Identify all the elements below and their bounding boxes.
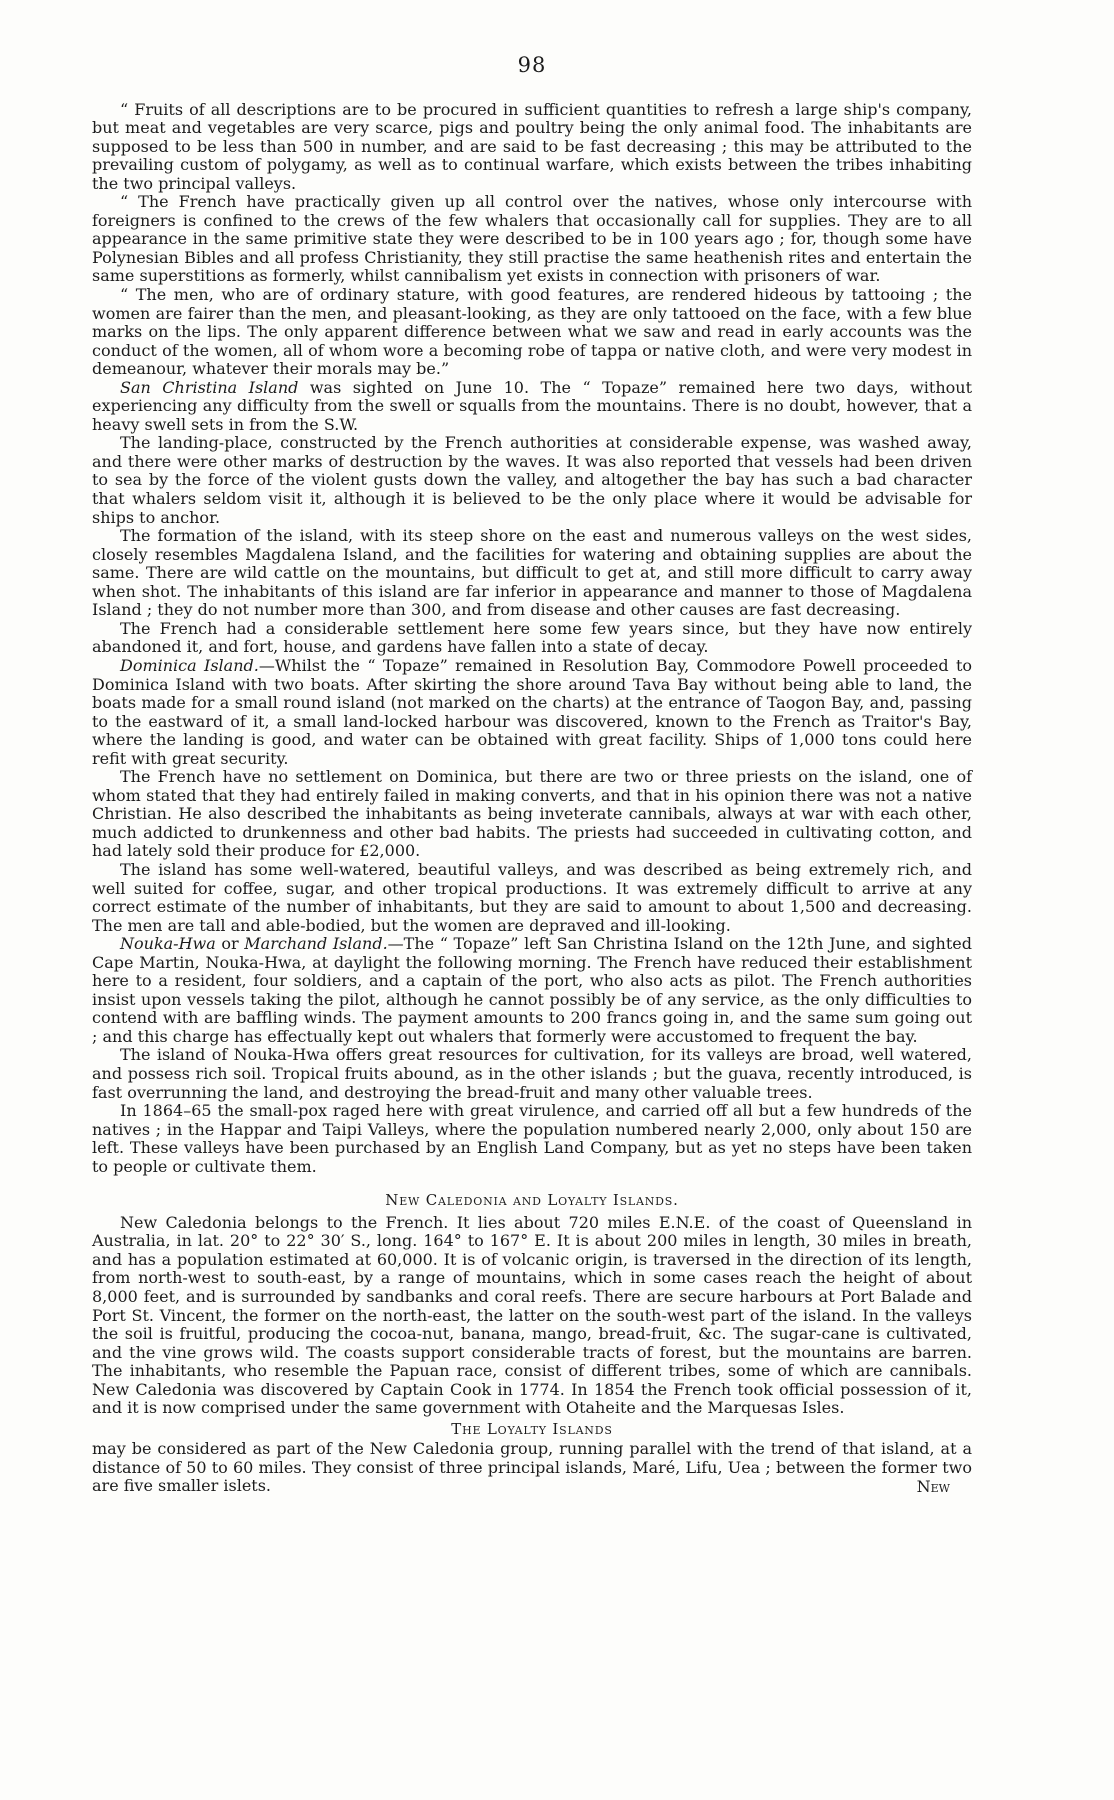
paragraph-new-caledonia: New Caledonia belongs to the French. It lies about 720 miles E.N.E. of the coast of Queensland in Australia, in lat. 20° to 22° 30′ S., long. 164° to 167° E. It is about 200 miles in length, 30 miles in breath, and has a population estimated at 60,000. It is of volcanic origin, is traversed in the direction of its length, from north-west to south-east, by a range of mountains, which in some cases reach the height of about 8,000 feet, and is surrounded by sandbanks and coral reefs. There are secure harbours at Port Balade and Port St. Vincent, the former on the north-east, the latter on the south-west part of the island. In the valleys the soil is fruitful, producing the cocoa-nut, banana, mango, bread-fruit, &c. The sugar-cane is cultivated, and the vine grows wild. The coasts support considerable tracts of forest, but the mountains are barren. The inhabitants, who resemble the Papuan race, consist of different tribes, some of which are cannibals. New Caledonia was discovered by Captain Cook in 1774. In 1854 the French took official possession of it, and it is now comprised under the same government with Otaheite and the Marquesas Isles. xyxy=(92,1212,972,1418)
san-christina-title: San Christina Island xyxy=(120,377,299,397)
paragraph: The island of Nouka-Hwa offers great resources for cultivation, for its valleys are broad, well watered, and possess rich soil. Tropical fruits abound, as in the other islands ; but the guava, recently introduced, is fast overrunning the land, and destroying the bread-fruit and many other valuable trees. xyxy=(92,1045,972,1102)
nouka-or: or xyxy=(215,934,245,954)
section-heading-new-caledonia: New Caledonia and Loyalty Islands. xyxy=(385,1191,679,1210)
paragraph: The formation of the island, with its steep shore on the east and numerous valleys on the west sides, closely resembles Magdalena Island, and the facilities for watering and obtaining supplies are about the same. There are wild cattle on the mountains, but difficult to get at, and still more difficult to carry away when shot. The inhabitants of this island are far inferior in appearance and manner to those of Magdalena Island ; they do not number more than 300, and from disease and other causes are fast decreasing. xyxy=(92,526,972,620)
paragraph: The island has some well-watered, beautiful valleys, and was described as being extremely rich, and well suited for coffee, sugar, and other tropical productions. It was extremely difficult to arrive at any correct estimate of the number of inhabitants, but they are said to amount to about 1,500 and decreasing. The men are tall and able-bodied, but the women are depraved and ill-looking. xyxy=(92,859,972,935)
page-number: 98 xyxy=(517,53,547,77)
dominica-title: Dominica Island. xyxy=(120,655,259,675)
catchword: New xyxy=(916,1476,950,1496)
dominica-text: —Whilst the “ Topaze” remained in Resolution Bay, Commodore Powell proceeded to Dominica Island with two boats. After skirting the shore around Tava Bay without being able to land, the boats made for a small round island (not marked on the charts) at the entrance of Taogon Bay, and, passing to the eastward of it, a small land-locked harbour was discovered, known to the French as Traitor's Bay, where the landing is good, and water can be obtained with great facility. Ships of 1,000 tons could here refit with great security. xyxy=(92,655,973,768)
paragraph-dominica xyxy=(92,657,972,768)
san-christina-text: was sighted on June 10. The “ Topaze” remained here two days, without experiencing any difficulty from the swell or squalls from the mountains. There is no doubt, however, that a heavy swell sets in from the S.W. xyxy=(92,377,973,434)
paragraph: In 1864–65 the small-pox raged here with great virulence, and carried off all but a few hundreds of the natives ; in the Happar and Taipi Valleys, where the population numbered nearly 2,000, only about 150 are left. These valleys have been purchased by an English Land Company, but as yet no steps have been taken to people or cultivate them. xyxy=(92,1101,972,1176)
paragraph: The landing-place, constructed by the French authorities at considerable expense, was washed away, and there were other marks of destruction by the waves. It was also reported that vessels had been driven to sea by the force of the violent gusts down the valley, and altogether the bay has such a bad character that whalers seldom visit it, although it is believed to be the only place where it would be advisable for ships to anchor. xyxy=(92,433,972,527)
paragraph: “ The French have practically given up all control over the natives, whose only intercourse with foreigners is confined to the crews of the few whalers that occasionally call for supplies. They are to all appearance in the same primitive state they were described to be in 100 years ago ; for, though some have Polynesian Bibles and all profess Christianity, they still practise the same heathenish rites and entertain the same superstitions as formerly, whilst cannibalism yet exists in connection with prisoners of war. xyxy=(92,192,972,286)
paragraph-san-christina xyxy=(92,379,972,435)
section-heading-loyalty-islands: The Loyalty Islands xyxy=(451,1419,613,1438)
nouka-text: —The “ Topaze” left San Christina Island on the 12th June, and sighted Cape Martin, Nouka-Hwa, at daylight the following morning. The French have reduced their establishment here to a resident, four soldiers, and a captain of the port, who also acts as pilot. The French authorities insist upon vessels taking the pilot, although he cannot possibly be of any service, as the only difficulties to contend with are baffling winds. The payment amounts to 200 francs going in, and the same sum going out ; and this charge has effectually kept out whalers that formerly were accustomed to frequent the bay. xyxy=(92,934,973,1046)
document-page xyxy=(92,53,973,1756)
paragraph: “ Fruits of all descriptions are to be procured in sufficient quantities to refresh a large ship's company, but meat and vegetables are very scarce, pigs and poultry being the only animal food. The inhabitants are supposed to be less than 500 in number, and are said to be fast decreasing ; this may be attributed to the prevailing custom of polygamy, as well as to continual warfare, which exists between the tribes inhabiting the two principal valleys. xyxy=(92,99,972,193)
nouka-title: Nouka-Hwa xyxy=(120,934,216,954)
marchand-title: Marchand Island. xyxy=(244,934,388,954)
paragraph-loyalty-islands: may be considered as part of the New Caledonia group, running parallel with the trend of that island, at a distance of 50 to 60 miles. They consist of three principal islands, Maré, Lifu, Uea ; between the former two are five smaller islets. xyxy=(92,1439,972,1496)
paragraph-nouka-hwa xyxy=(92,935,972,1046)
paragraph: “ The men, who are of ordinary stature, with good features, are rendered hideous by tattooing ; the women are fairer than the men, and pleasant-looking, as they are only tattooed on the face, with a few blue marks on the lips. The only apparent difference between what we saw and read in early accounts was the conduct of the women, all of whom wore a becoming robe of tappa or native cloth, and were very modest in demeanour, whatever their morals may be.” xyxy=(92,285,972,379)
paragraph: The French have no settlement on Dominica, but there are two or three priests on the island, one of whom stated that they had entirely failed in making converts, and that in his opinion there was not a native Christian. He also described the inhabitants as being inveterate cannibals, always at war with each other, much addicted to drunkenness and other bad habits. The priests had succeeded in cultivating cotton, and had lately sold their produce for £2,000. xyxy=(92,767,972,861)
paragraph: The French had a considerable settlement here some few years since, but they have now entirely abandoned it, and fort, house, and gardens have fallen into a state of decay. xyxy=(92,618,972,657)
